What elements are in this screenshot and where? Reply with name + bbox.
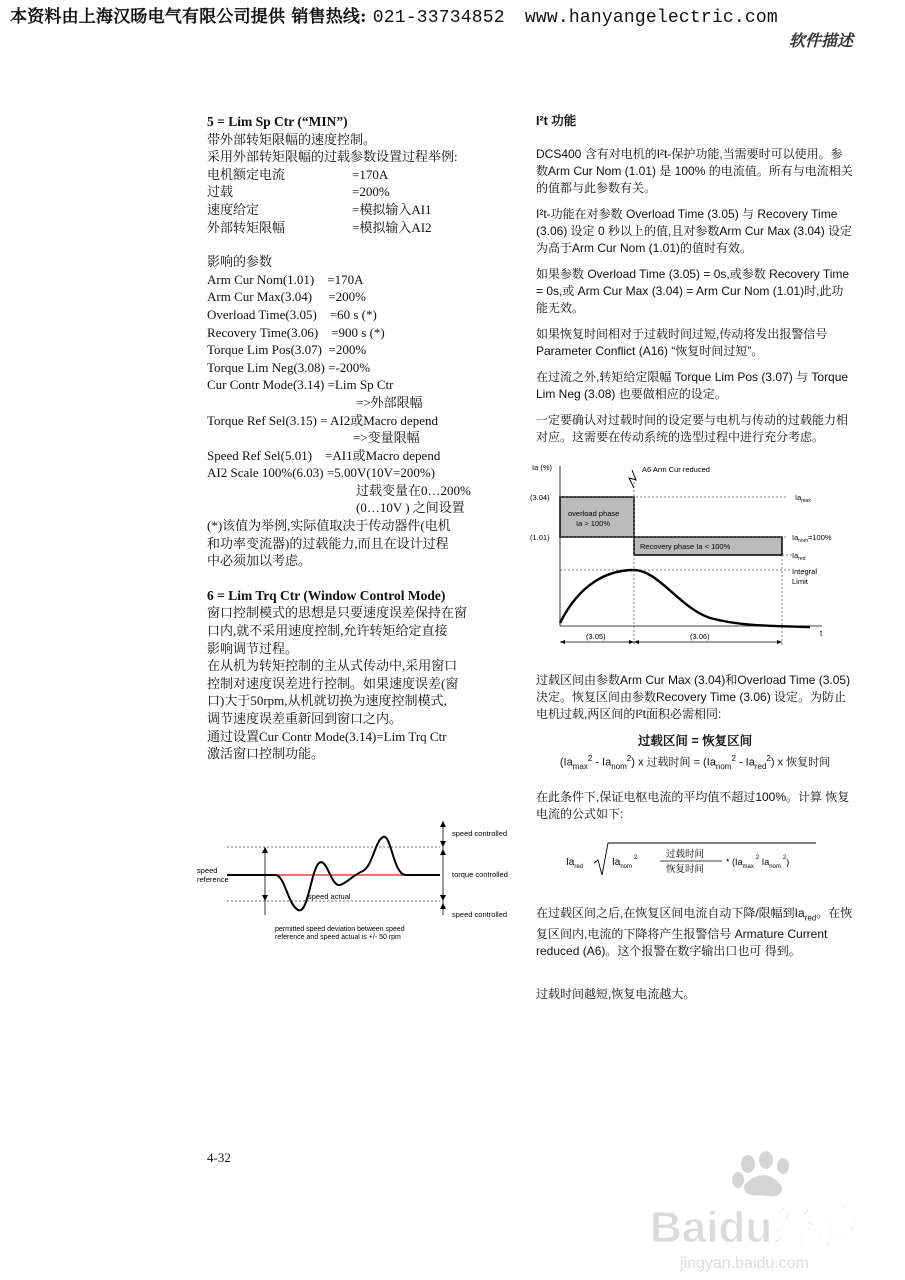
section5-title: 5 = Lim Sp Ctr (“MIN”) — [207, 114, 348, 129]
speed-actual-label: speed actual — [308, 892, 351, 901]
param-line: Arm Cur Max(3.04) =200% — [207, 289, 366, 305]
header-title: 本资料由上海汉旸电气有限公司提供 销售热线: — [10, 7, 367, 27]
paragraph: DCS400 含有对电机的I²t-保护功能,当需要时可以使用。参数Arm Cur Nom (1.01) 是 100% 的电流值。所有与电流相关的值都与此参数有关。 — [536, 147, 853, 195]
window-control-diagram — [195, 815, 525, 945]
a6-label: A6 Arm Cur reduced — [642, 465, 710, 474]
formula-line: $(Ia_{max}^2 - Ia_{nom}^2)$ x 过载时间 = $(Ia_{nom}^2 - Ia_{red}^2)$ x 恢复时间 — [559, 754, 831, 771]
watermark-url: jingyan.baidu.com — [680, 1255, 809, 1272]
paragraph: 在此条件下,保证电枢电流的平均值不超过100%。计算 恢复电流的公式如下: — [536, 789, 850, 821]
y-axis-label: Ia (%) — [532, 463, 553, 472]
param-line: Overload Time(3.05) =60 s (*) — [207, 306, 377, 322]
t305-label: (3.05) — [586, 632, 606, 641]
paragraph: 如果参数 Overload Time (3.05) = 0s,或参数 Recovery Time = 0s,或 Arm Cur Max (3.04) = Arm Cur Nom (1.01)时,此功能无效。 — [536, 267, 850, 315]
note-line: 中必须加以考虑。 — [207, 553, 312, 569]
svg-text:Ianom=100%: $Ia_{nom}=100\%$ — [792, 533, 832, 544]
paw-icon — [732, 1151, 789, 1196]
paragraph: 一定要确认对过载时间的设定要与电机与传动的过载能力相对应。这需要在传动系统的选型过程中进行充分考虑。 — [536, 413, 849, 444]
note-line: 和功率变流器)的过载能力,而且在设计过程 — [207, 535, 449, 551]
formula-title: 过载区间 = 恢复区间 — [637, 734, 753, 748]
svg-text:Iared: $Ia_{red}$ — [566, 856, 584, 870]
text-line: 通过设置Cur Contr Mode(3.14)=Lim Trq Ctr — [207, 728, 447, 744]
baidu-watermark — [640, 1150, 900, 1275]
param-line: Torque Ref Sel(3.15) = AI2或Macro depend — [207, 412, 438, 428]
param-line: =>变量限幅 — [353, 430, 420, 446]
example-row: 电机额定电流 =170A — [207, 166, 389, 182]
svg-text:Ianom2: $Ia_{nom}^2$ — [612, 854, 638, 870]
header-website: www.hanyangelectric.com — [524, 8, 778, 28]
param-line: 过载变量在0…200% — [356, 482, 471, 498]
params-title: 影响的参数 — [207, 254, 273, 270]
paragraph: I²t-功能在对参数 Overload Time (3.05) 与 Recovery Time (3.06) 设定 0 秒以上的值,且对参数Arm Cur Max (3.04) 设定为高于Arm Cur Nom (1.01)的值时有效。 — [536, 207, 853, 255]
paragraph: 过载时间越短,恢复电流越大。 — [536, 987, 696, 1002]
section6-title: 6 = Lim Trq Ctr (Window Control Mode) — [207, 587, 446, 603]
text-line: 窗口控制模式的思想是只要速度误差保持在窗 — [207, 605, 468, 621]
text-line: 控制对速度误差进行控制。如果速度误差(窗 — [207, 675, 459, 691]
text-line: 带外部转矩限幅的速度控制。 — [207, 131, 377, 147]
speed-reference-label: reference — [197, 875, 229, 884]
paragraph: 在过载区间之后,在恢复区间电流自动下降/限幅到$Ia_{red}$。在恢复区间内,电流的下降将产生报警信号 Armature Current reduced (A6)。这个报警在数字输出口也可 得到。 — [536, 905, 853, 959]
integral-limit-label: Limit — [792, 577, 808, 586]
svg-text:Iared: $Ia_{red}$ — [792, 551, 806, 562]
overload-phase-label: overload phase — [568, 509, 620, 518]
svg-text:Iamax: $Ia_{max}$ — [795, 493, 811, 504]
watermark-text: Baidu经验 — [650, 1203, 861, 1252]
text-line: 激活窗口控制功能。 — [207, 746, 325, 762]
i2t-title: I²t 功能 — [536, 114, 577, 128]
integral-limit-label: Integral — [792, 567, 818, 576]
t306-label: (3.06) — [690, 632, 710, 641]
param-line: Arm Cur Nom(1.01) =170A — [207, 271, 364, 287]
deviation-note: reference and speed actual is +/- 50 rpm — [275, 934, 401, 941]
paragraph: 过载区间由参数Arm Cur Max (3.04)和Overload Time (3.05)决定。恢复区间由参数Recovery Time (3.06) 设定。为防止电机过载,两区间的I²t面积必需相同: — [536, 673, 851, 721]
param-line: Recovery Time(3.06) =900 s (*) — [207, 324, 385, 340]
recovery-phase-label: Recovery phase Ia < 100% — [640, 542, 731, 551]
text-line: 调节速度误差重新回到窗口之内。 — [207, 711, 403, 726]
param-line: Torque Lim Pos(3.07) =200% — [207, 342, 367, 358]
text-line: 在从机为转矩控制的主从式传动中,采用窗口 — [207, 658, 458, 674]
page-number: 4-32 — [207, 1150, 231, 1165]
example-row: 速度给定 =模拟输入AI1 — [207, 201, 432, 217]
torque-controlled-label: torque controlled — [452, 870, 508, 879]
text-line: 口)大于50rpm,从机就切换为速度控制模式, — [207, 693, 447, 709]
i2t-diagram — [530, 458, 850, 658]
deviation-note: permitted speed deviation between speed — [275, 926, 405, 933]
param-line: Speed Ref Sel(5.01) =AI1或Macro depend — [207, 447, 441, 463]
text-line: 口内,就不采用速度控制,允许转矩给定直接 — [207, 623, 448, 639]
speed-reference-label: speed — [197, 866, 218, 875]
page-header — [10, 2, 895, 28]
left-column — [207, 113, 519, 763]
recovery-formula — [556, 835, 856, 885]
param-line: =>外部限幅 — [356, 394, 423, 410]
formula-numerator: 过载时间 — [666, 848, 705, 860]
note-line: (*)该值为举例,实际值取决于传动器件(电机 — [207, 518, 451, 534]
overload-phase-label: Ia > 100% — [576, 519, 610, 528]
paragraph: 在过流之外,转矩给定限幅 Torque Lim Pos (3.07) 与 Torque Lim Neg (3.08) 也要做相应的设定。 — [536, 370, 849, 401]
example-row: 过载 =200% — [207, 184, 390, 200]
text-line: 采用外部转矩限幅的过载参数设置过程举例: — [207, 149, 458, 165]
tick-304: (3.04) — [530, 493, 550, 502]
tick-101: (1.01) — [530, 533, 550, 542]
header-section: 软件描述 — [788, 31, 853, 50]
param-line: Torque Lim Neg(3.08) =-200% — [207, 359, 371, 375]
right-column — [530, 113, 854, 1012]
svg-text:* (Iamax2 Ianom2): * ($Ia_{max}^2$ $Ia_{nom}^2$) — [726, 854, 790, 870]
t-axis-label: t — [820, 629, 823, 638]
header-phone: 021-33734852 — [372, 8, 505, 28]
param-line: (0…10V ) 之间设置 — [356, 500, 465, 516]
speed-controlled-bottom-label: speed controlled — [452, 910, 508, 919]
text-line: 影响调节过程。 — [207, 640, 299, 656]
param-line: AI2 Scale 100%(6.03) =5.00V(10V=200%) — [207, 465, 436, 481]
formula-denominator: 恢复时间 — [666, 863, 705, 875]
example-row: 外部转矩限幅 =模拟输入AI2 — [207, 219, 432, 235]
speed-controlled-top-label: speed controlled — [452, 829, 508, 838]
paragraph: 如果恢复时间相对于过载时间过短,传动将发出报警信号Parameter Conflict (A16) “恢复时间过短”。 — [536, 327, 828, 358]
param-line: Cur Contr Mode(3.14) =Lim Sp Ctr — [207, 377, 394, 393]
